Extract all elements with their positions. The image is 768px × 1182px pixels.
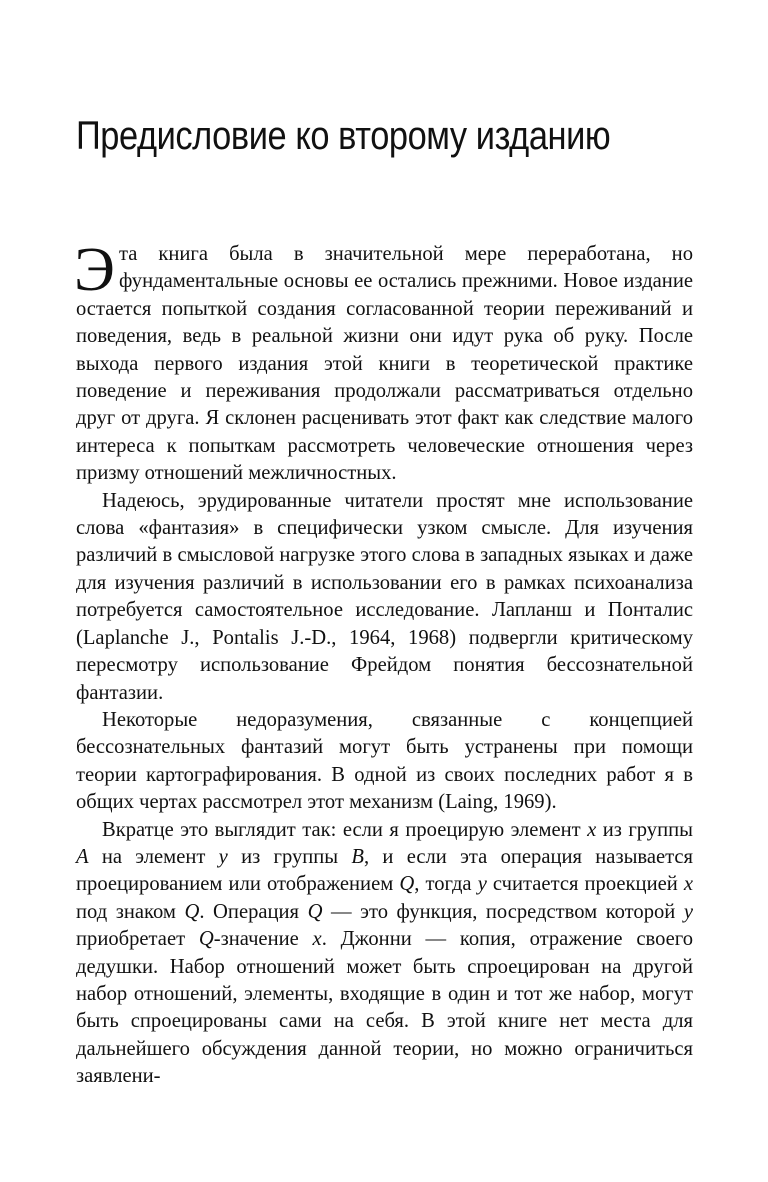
math-variable: Q	[399, 873, 415, 896]
text-run: — это функция, посредством которой	[322, 900, 684, 923]
math-variable: Q	[307, 900, 323, 923]
drop-cap: Э	[74, 236, 115, 304]
text-run: , и если эта операция называется проецированием или отображением	[76, 845, 694, 896]
body-text	[74, 236, 694, 1091]
text-run: , тогда	[414, 873, 478, 896]
paragraph-2: Надеюсь, эрудированные читатели простят мне использование слова «фантазия» в специфически узком смысле. Для изучения различий в смысловой нагрузке этого слова в западных языках и даже для изучения различий в использовании его в рамках психоанализа потребуется самостоятельное исследование. Лапланш и Понталис (Laplanche J., Pontalis J.-D., 1964, 1968) подвергли критическому пересмотру использование Фрейдом понятия бессознательной фантазии.	[76, 489, 693, 704]
text-run: приобретает	[76, 928, 199, 951]
text-run: . Джонни — копия, отражение своего дедушки. Набор отношений может быть спроецирован на другой набор отношений, элементы, входящие в один и тот же набор, могут быть спроецированы сами на себя. В этой книге нет места для дальнейшего обсуждения данной теории, но можно ограничиться заявлени-	[76, 928, 693, 1088]
paragraph-3: Некоторые недоразумения, связанные с концепцией бессознательных фантазий могут быть устранены при помощи теории картографирования. В одной из своих последних работ я в общих чертах рассмотрел этот механизм (Laing, 1969).	[76, 708, 693, 814]
text-run: Вкратце это выглядит так: если я проецирую элемент	[102, 818, 588, 841]
paragraph-1-text: та книга была в значительной мере переработана, но фундаментальные основы ее остались прежними. Новое издание остается попыткой создания согласованной теории переживаний и поведения, ведь в реальной жизни они идут рука об руку. После выхода первого издания этой книги в теоретической практике поведение и переживания продолжали рассматриваться отдельно друг от друга. Я склонен расценивать этот факт как следствие малого интереса к попыткам рассмотреть человеческие отношения через призму отношений межличностных.	[76, 243, 693, 485]
math-variable: y	[477, 873, 487, 896]
paragraph-4	[76, 817, 693, 1091]
math-variable: y	[218, 845, 228, 868]
math-variable: x	[587, 818, 597, 841]
text-run: из группы	[227, 845, 352, 868]
math-variable: x	[312, 928, 322, 951]
text-run: под знаком	[76, 900, 185, 923]
text-run: . Операция	[199, 900, 308, 923]
text-run: из группы	[596, 818, 693, 841]
text-run: считается проекцией	[486, 873, 684, 896]
math-variable: B	[351, 845, 365, 868]
math-variable: Q	[184, 900, 200, 923]
math-variable: A	[76, 845, 89, 868]
text-run: -значение	[213, 928, 313, 951]
math-variable: y	[683, 900, 693, 923]
chapter-title: Предисловие ко второму изданию	[76, 114, 611, 158]
math-variable: Q	[198, 928, 214, 951]
paragraph-1	[74, 236, 693, 488]
text-run: на элемент	[88, 845, 219, 868]
math-variable: x	[683, 873, 694, 896]
